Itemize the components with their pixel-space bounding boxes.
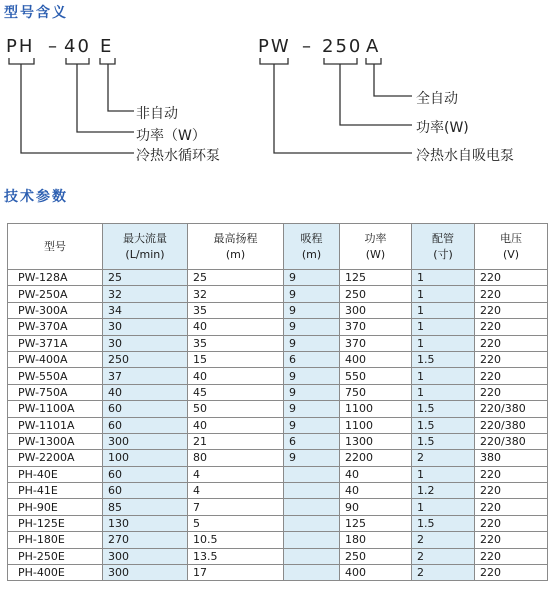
table-cell: 30 [103,319,188,335]
table-cell: 13.5 [188,548,284,564]
cell-model: PH-250E [8,548,103,564]
table-cell: 220 [475,565,548,581]
ph-code-dash: – [48,36,59,57]
table-cell: 40 [103,384,188,400]
pw-code-power: 250 [322,36,363,57]
header-max-head: 最高扬程 (m) [188,224,284,270]
cell-model: PH-90E [8,499,103,515]
ph-code-prefix: PH [6,36,35,57]
table-cell: 1 [412,499,475,515]
table-cell: 4 [188,483,284,499]
table-row [8,515,548,531]
pw-suffix-leader [374,64,412,96]
table-cell [284,466,340,482]
table-cell: 1 [412,302,475,318]
table-cell: 220/380 [475,433,548,449]
table-cell: 9 [284,270,340,286]
pw-power-bracket [324,58,357,64]
table-cell: 370 [340,335,412,351]
table-cell: 400 [340,351,412,367]
table-row [8,335,548,351]
table-header-row [8,224,548,270]
table-row [8,433,548,449]
tech-params-title: 技术参数 [4,189,68,205]
tech-params-table [7,223,548,581]
model-meaning-title: 型号含义 [4,5,68,21]
table-cell: 40 [188,368,284,384]
table-cell: 40 [340,466,412,482]
table-cell: 300 [103,548,188,564]
table-cell: 9 [284,368,340,384]
table-cell: 125 [340,515,412,531]
header-model: 型号 [8,224,103,270]
ph-power-leader [77,64,134,132]
table-row [8,565,548,581]
cell-model: PW-1300A [8,433,103,449]
cell-model: PW-370A [8,319,103,335]
pw-code-suffix: A [366,36,381,57]
table-row [8,270,548,286]
table-cell: 90 [340,499,412,515]
table-cell: 9 [284,319,340,335]
table-cell: 9 [284,401,340,417]
table-cell: 1300 [340,433,412,449]
table-cell: 1 [412,270,475,286]
table-cell: 750 [340,384,412,400]
table-cell: 125 [340,270,412,286]
table-cell [284,515,340,531]
table-cell: 1 [412,368,475,384]
table-cell: 32 [188,286,284,302]
table-cell: 1.2 [412,483,475,499]
pw-code-prefix: PW [258,36,291,57]
table-cell: 220 [475,368,548,384]
table-row [8,466,548,482]
table-cell: 400 [340,565,412,581]
table-cell: 85 [103,499,188,515]
table-cell: 1100 [340,401,412,417]
table-cell: 220 [475,466,548,482]
ph-suffix-leader [108,64,134,111]
table-cell: 1 [412,384,475,400]
header-max-flow: 最大流量 (L/min) [103,224,188,270]
table-cell: 5 [188,515,284,531]
table-cell: 35 [188,335,284,351]
ph-code-power: 40 [64,36,91,57]
table-cell: 1.5 [412,417,475,433]
pw-label-power: 功率(W) [416,120,469,136]
table-cell: 100 [103,450,188,466]
table-cell: 250 [340,548,412,564]
table-cell: 220 [475,548,548,564]
pw-prefix-bracket [260,58,288,64]
ph-label-prefix: 冷热水循环泵 [136,148,220,164]
pw-label-prefix: 冷热水自吸电泵 [416,148,514,164]
table-cell: 2 [412,450,475,466]
cell-model: PW-1101A [8,417,103,433]
table-row [8,384,548,400]
table-cell: 1100 [340,417,412,433]
table-cell: 220 [475,499,548,515]
pw-prefix-leader [274,64,412,153]
table-cell: 220/380 [475,401,548,417]
table-cell: 45 [188,384,284,400]
table-cell: 9 [284,417,340,433]
table-cell: 9 [284,302,340,318]
ph-label-suffix: 非自动 [136,106,178,122]
table-row [8,483,548,499]
table-cell: 300 [103,565,188,581]
table-row [8,499,548,515]
table-cell: 220 [475,319,548,335]
pw-power-leader [340,64,412,125]
table-cell: 40 [340,483,412,499]
table-cell [284,565,340,581]
cell-model: PW-371A [8,335,103,351]
table-cell: 2 [412,532,475,548]
table-cell: 250 [103,351,188,367]
cell-model: PH-180E [8,532,103,548]
table-cell: 60 [103,417,188,433]
table-cell: 130 [103,515,188,531]
table-cell: 50 [188,401,284,417]
table-cell: 60 [103,401,188,417]
table-cell: 32 [103,286,188,302]
table-cell: 1 [412,335,475,351]
ph-label-power: 功率（W） [136,128,206,144]
cell-model: PH-40E [8,466,103,482]
cell-model: PW-400A [8,351,103,367]
table-cell: 370 [340,319,412,335]
table-cell: 270 [103,532,188,548]
table-cell: 1.5 [412,351,475,367]
table-cell: 80 [188,450,284,466]
table-cell: 550 [340,368,412,384]
cell-model: PW-550A [8,368,103,384]
table-cell: 1 [412,466,475,482]
table-cell: 220 [475,384,548,400]
table-cell: 9 [284,335,340,351]
cell-model: PH-41E [8,483,103,499]
table-cell: 34 [103,302,188,318]
table-row [8,401,548,417]
table-cell: 37 [103,368,188,384]
cell-model: PW-750A [8,384,103,400]
table-row [8,417,548,433]
pw-label-suffix: 全自动 [416,91,458,107]
table-cell: 1.5 [412,433,475,449]
header-suction: 吸程 (m) [284,224,340,270]
table-cell: 250 [340,286,412,302]
cell-model: PW-128A [8,270,103,286]
header-pipe: 配管 (寸) [412,224,475,270]
table-cell: 220 [475,302,548,318]
table-cell: 220 [475,270,548,286]
table-cell: 6 [284,433,340,449]
table-cell [284,548,340,564]
table-row [8,532,548,548]
table-row [8,450,548,466]
table-cell: 380 [475,450,548,466]
table-cell: 35 [188,302,284,318]
table-cell: 220 [475,483,548,499]
table-cell: 15 [188,351,284,367]
table-cell: 1.5 [412,515,475,531]
header-power: 功率 (W) [340,224,412,270]
pw-suffix-bracket [366,58,381,64]
table-cell: 9 [284,450,340,466]
pw-code-dash: – [302,36,313,57]
table-cell: 2 [412,565,475,581]
table-cell: 220/380 [475,417,548,433]
ph-prefix-bracket [9,58,34,64]
table-cell: 220 [475,515,548,531]
table-cell: 25 [103,270,188,286]
cell-model: PW-250A [8,286,103,302]
table-cell: 4 [188,466,284,482]
cell-model: PH-125E [8,515,103,531]
table-cell [284,483,340,499]
table-cell: 25 [188,270,284,286]
table-cell: 220 [475,335,548,351]
table-row [8,548,548,564]
cell-model: PH-400E [8,565,103,581]
table-cell: 17 [188,565,284,581]
table-cell: 7 [188,499,284,515]
code-connector-lines [0,0,551,180]
table-cell: 30 [103,335,188,351]
table-cell: 1.5 [412,401,475,417]
table-cell: 300 [103,433,188,449]
table-row [8,302,548,318]
table-cell: 2200 [340,450,412,466]
table-cell: 1 [412,286,475,302]
table-cell: 9 [284,286,340,302]
table-cell: 2 [412,548,475,564]
table-cell: 180 [340,532,412,548]
table-row [8,351,548,367]
table-cell: 220 [475,532,548,548]
table-cell: 40 [188,319,284,335]
table-cell: 9 [284,384,340,400]
table-cell [284,532,340,548]
cell-model: PW-2200A [8,450,103,466]
table-cell: 220 [475,286,548,302]
table-cell: 300 [340,302,412,318]
ph-code-suffix: E [100,36,114,57]
table-row [8,319,548,335]
table-cell: 6 [284,351,340,367]
ph-suffix-bracket [100,58,115,64]
table-row [8,368,548,384]
table-row [8,286,548,302]
cell-model: PW-1100A [8,401,103,417]
table-cell: 1 [412,319,475,335]
table-cell: 60 [103,483,188,499]
table-cell: 21 [188,433,284,449]
ph-power-bracket [66,58,89,64]
table-cell: 40 [188,417,284,433]
cell-model: PW-300A [8,302,103,318]
table-cell: 220 [475,351,548,367]
table-cell [284,499,340,515]
table-cell: 60 [103,466,188,482]
table-cell: 10.5 [188,532,284,548]
header-voltage: 电压 (V) [475,224,548,270]
